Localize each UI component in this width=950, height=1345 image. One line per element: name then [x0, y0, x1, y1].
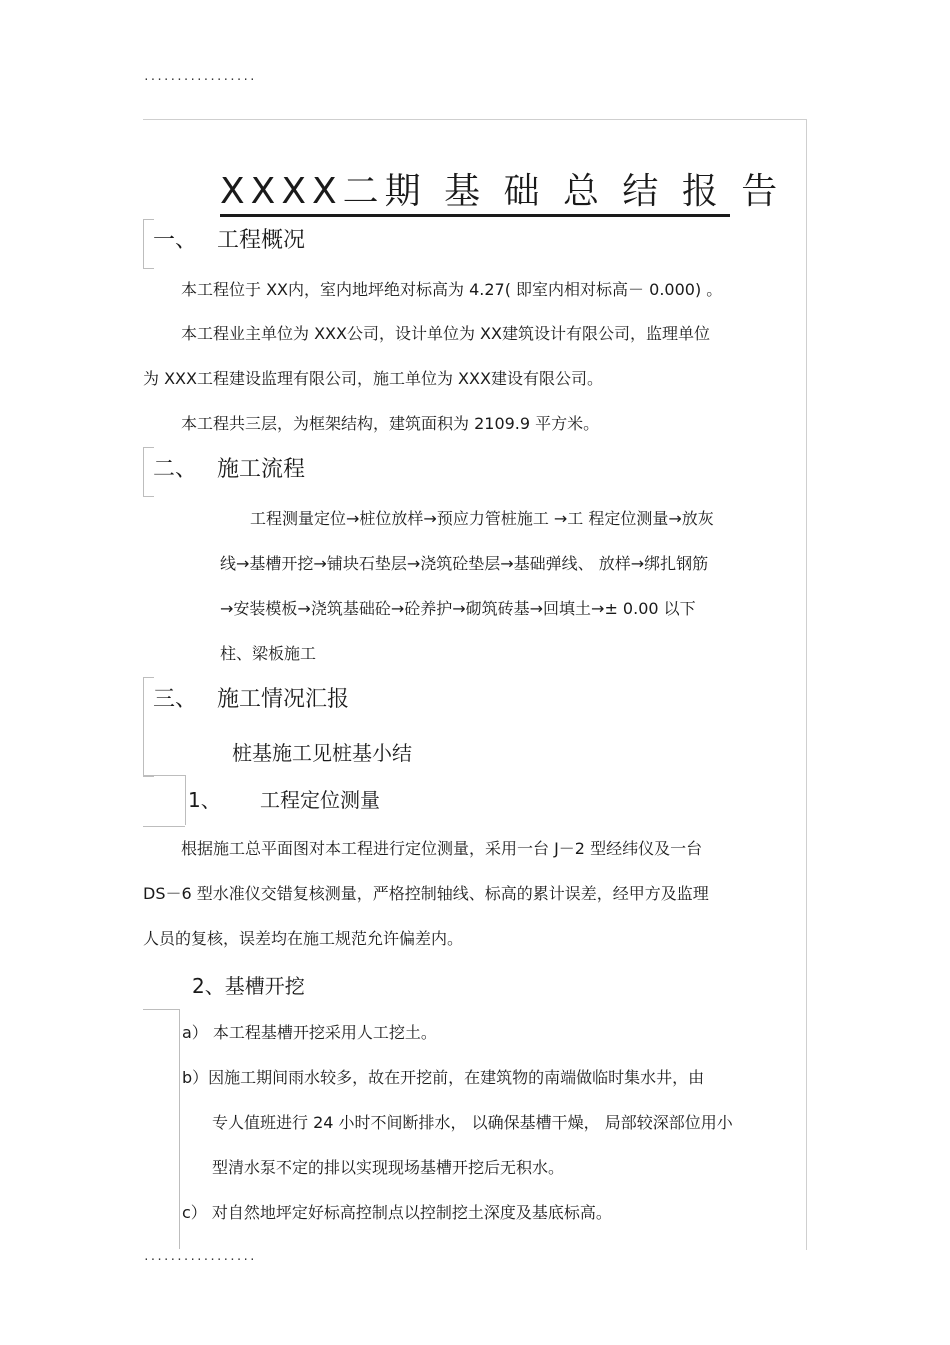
paragraph: DS－6 型水准仪交错复核测量，严格控制轴线、标高的累计误差，经甲方及监理: [143, 884, 709, 903]
section-title: 施工情况汇报: [217, 687, 350, 712]
header-dots: .................: [143, 70, 256, 83]
document-title: XXXX二期 基 础 总 结 报 告: [220, 170, 730, 217]
section-number: 三、: [153, 687, 198, 712]
list-bracket: [143, 1009, 179, 1010]
paragraph: 为 XXX工程建设监理有限公司，施工单位为 XXX建设有限公司。: [143, 369, 603, 388]
subsection-bracket: [143, 775, 185, 827]
process-line: →安装模板→浇筑基础砼→砼养护→砌筑砖基→回填土→± 0.00 以下: [220, 599, 696, 618]
list-item: 型清水泵不定的排以实现现场基槽开挖后无积水。: [212, 1158, 565, 1177]
section-title: 施工流程: [217, 457, 306, 482]
section-number: 二、: [153, 457, 198, 482]
process-line: 工程测量定位→桩位放样→预应力管桩施工 →工 程定位测量→放灰: [250, 509, 714, 528]
paragraph: 人员的复核，误差均在施工规范允许偏差内。: [143, 929, 464, 948]
list-rule: [179, 1009, 180, 1249]
paragraph: 本工程共三层，为框架结构，建筑面积为 2109.9 平方米。: [181, 414, 600, 433]
paragraph: 本工程业主单位为 XXX公司，设计单位为 XX建筑设计有限公司，监理单位: [181, 324, 710, 343]
process-line: 柱、梁板施工: [220, 644, 317, 663]
footer-dots: .................: [143, 1250, 256, 1263]
paragraph: 本工程位于 XX内，室内地坪绝对标高为 4.27( 即室内相对标高－ 0.000) 。: [181, 280, 723, 299]
process-line: 线→基槽开挖→铺块石垫层→浇筑砼垫层→基础弹线、 放样→绑扎钢筋: [220, 554, 709, 573]
subsection-heading-excavation: 2、基槽开挖: [192, 974, 305, 998]
list-item: c） 对自然地坪定好标高控制点以控制挖土深度及基底标高。: [182, 1203, 612, 1222]
list-item: 专人值班进行 24 小时不间断排水， 以确保基槽干燥， 局部较深部位用小: [212, 1113, 733, 1132]
list-item: a） 本工程基槽开挖采用人工挖土。: [182, 1023, 437, 1042]
subsection-title: 工程定位测量: [260, 788, 380, 812]
subsection-rule: [185, 775, 186, 825]
section-number: 一、: [153, 228, 198, 253]
paragraph: 根据施工总平面图对本工程进行定位测量，采用一台 J－2 型经纬仪及一台: [181, 839, 703, 858]
pile-note: 桩基施工见桩基小结: [232, 741, 412, 765]
subsection-number: 1、: [188, 788, 221, 812]
list-item: b）因施工期间雨水较多，故在开挖前，在建筑物的南端做临时集水井，由: [182, 1068, 705, 1087]
subsection-heading-survey: [188, 786, 380, 814]
section-title: 工程概况: [217, 228, 306, 253]
